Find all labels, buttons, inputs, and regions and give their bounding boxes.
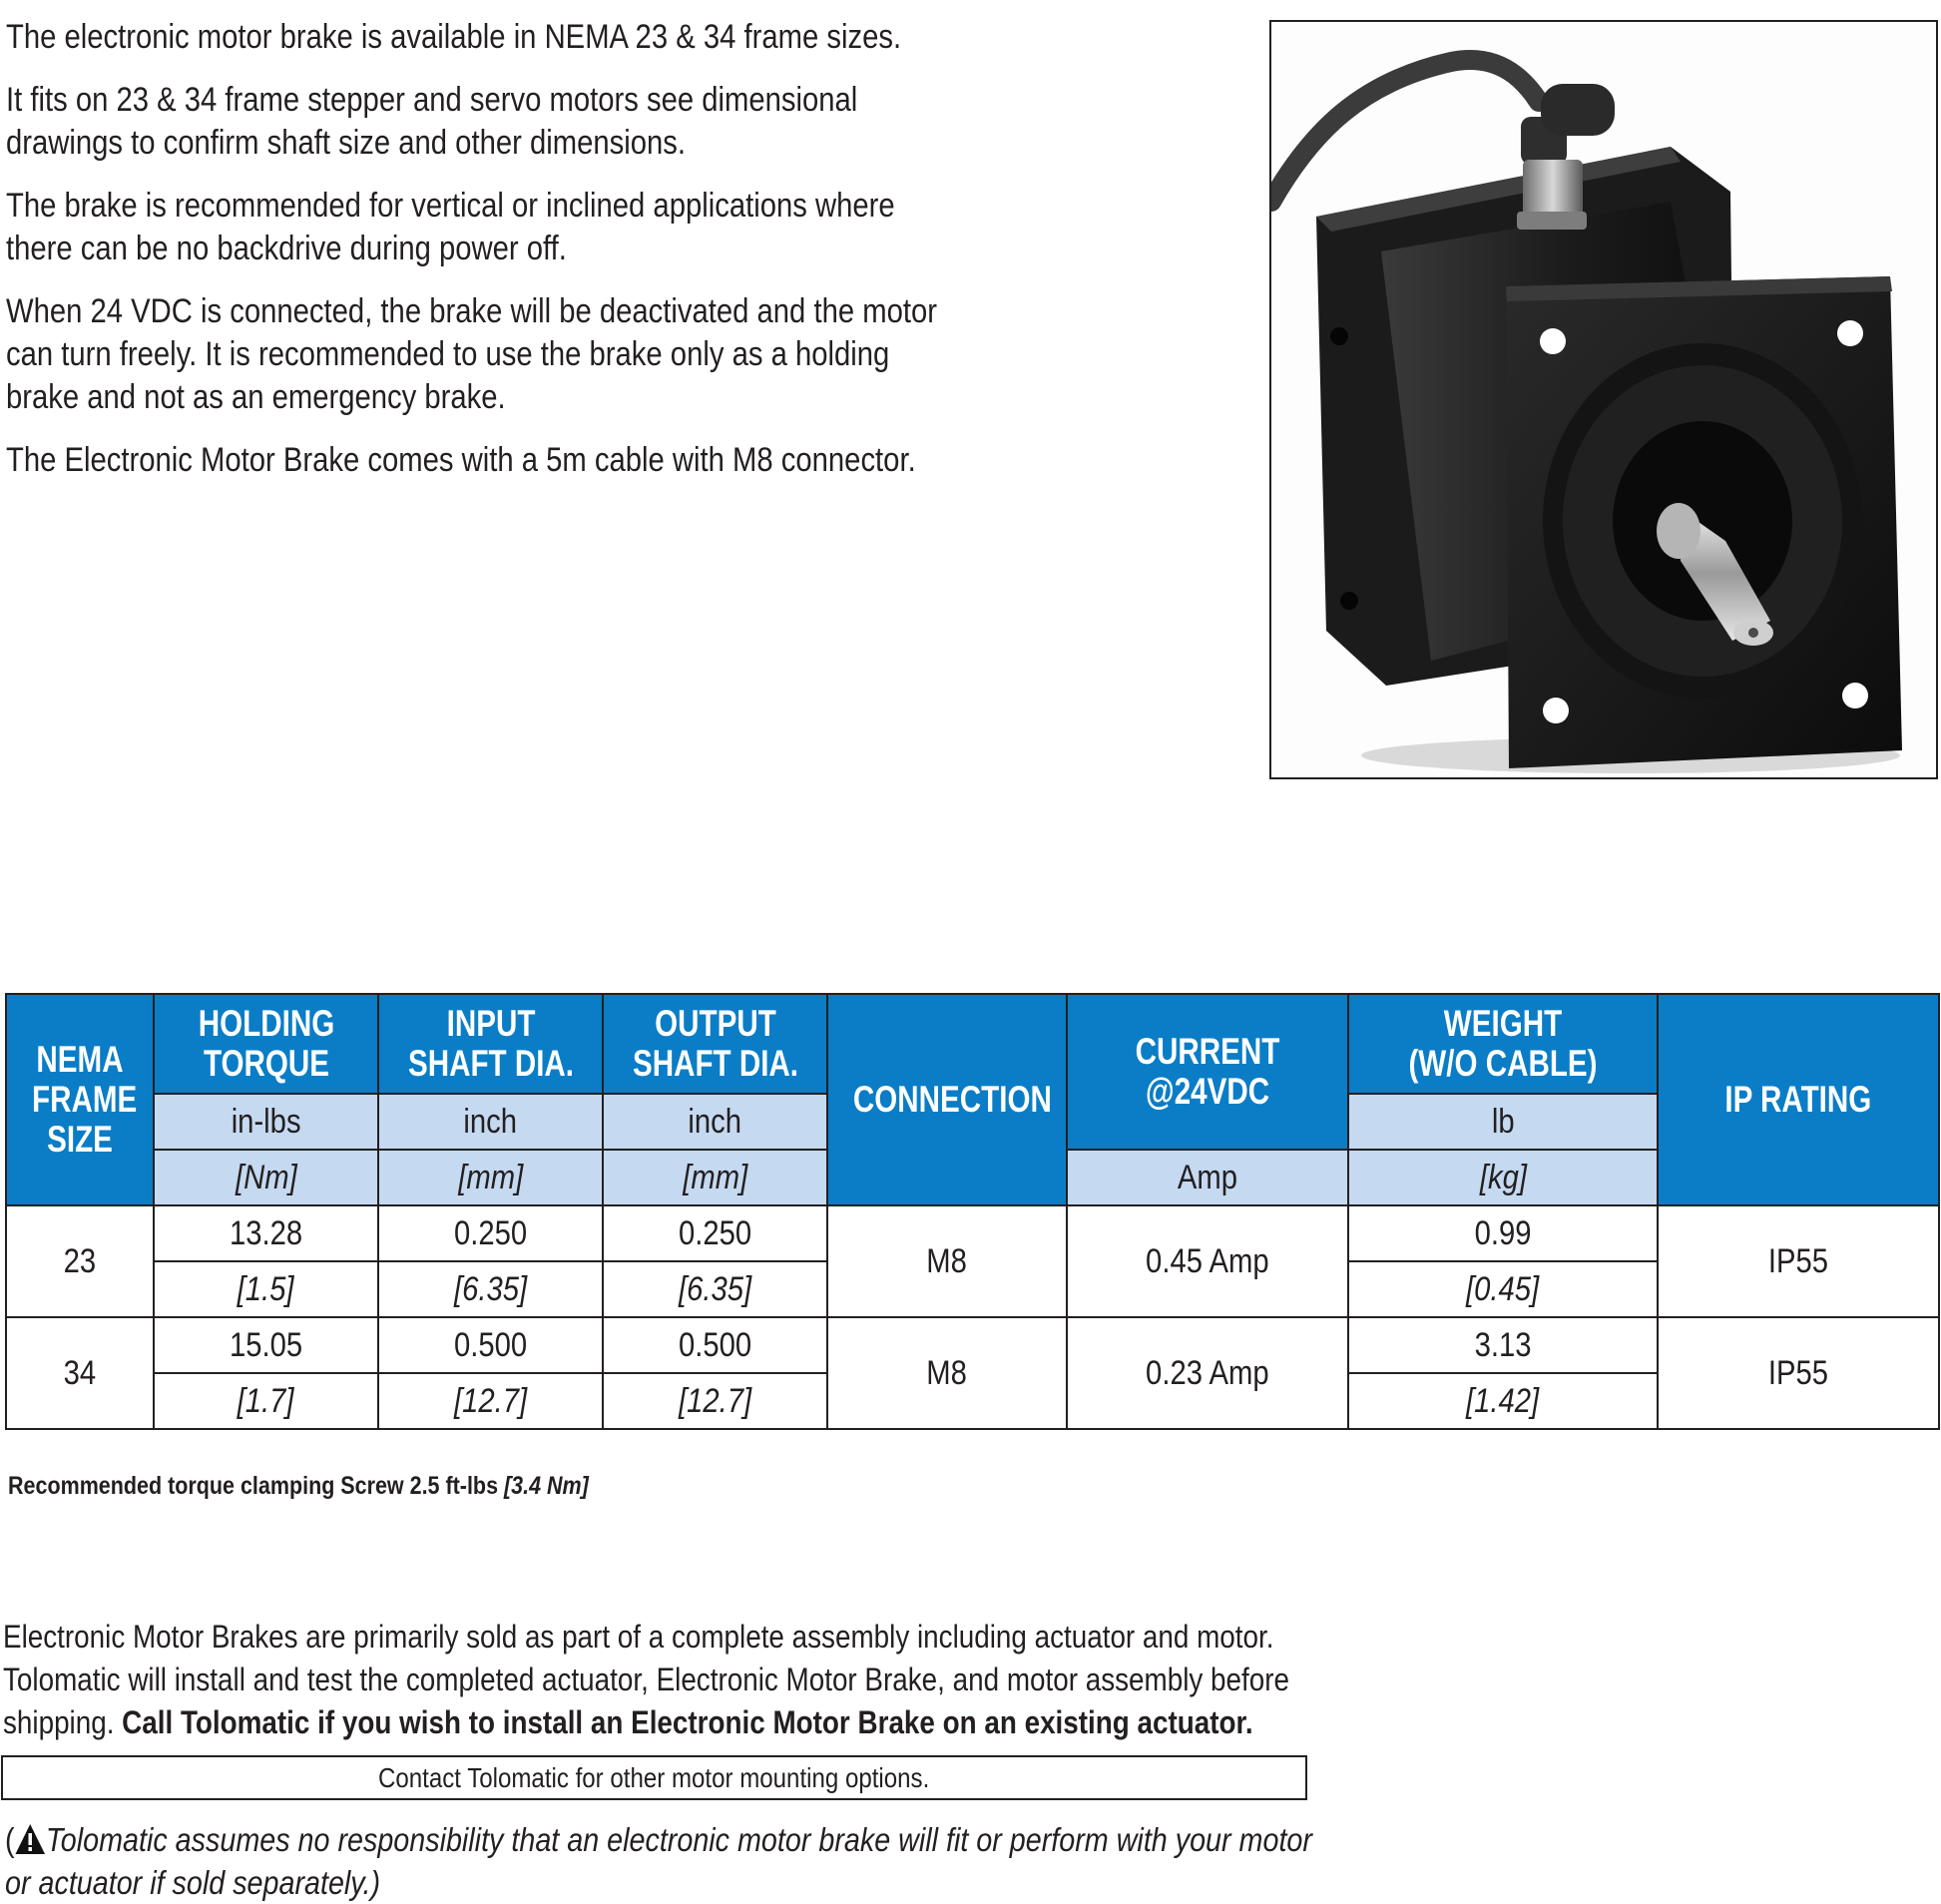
header-current: CURRENT @24VDC	[1067, 994, 1348, 1150]
disclaimer-open-paren: (	[5, 1821, 15, 1858]
cell-connection: M8	[827, 1205, 1067, 1317]
unit-input-shaft-imperial: inch	[378, 1094, 603, 1150]
cell-weight: 3.13	[1348, 1317, 1658, 1373]
cell-weight-metric: [1.42]	[1348, 1373, 1658, 1429]
cell-holding-torque-metric: [1.5]	[154, 1261, 378, 1317]
cell-nema-34: 34	[6, 1317, 154, 1429]
cell-weight: 0.99	[1348, 1205, 1658, 1261]
cell-ip-rating: IP55	[1658, 1317, 1939, 1429]
cell-ip-rating: IP55	[1658, 1205, 1939, 1317]
cell-output-shaft: 0.500	[603, 1317, 827, 1373]
cell-output-shaft-metric: [6.35]	[603, 1261, 827, 1317]
header-holding-torque: HOLDING TORQUE	[154, 994, 378, 1094]
torque-note	[8, 1472, 589, 1501]
unit-output-shaft-imperial: inch	[603, 1094, 827, 1150]
intro-text	[6, 16, 950, 502]
header-weight: WEIGHT (W/O CABLE)	[1348, 994, 1658, 1094]
table-row	[6, 1317, 1939, 1373]
header-connection: CONNECTION	[827, 994, 1067, 1205]
intro-paragraph-4: When 24 VDC is connected, the brake will be deactivated and the motor can turn freely. It is recommended to use the brake only as a holding brake and not as an emergency brake.	[6, 292, 937, 416]
cell-input-shaft-metric: [12.7]	[378, 1373, 603, 1429]
unit-holding-torque-metric: [Nm]	[154, 1150, 378, 1205]
intro-paragraph-5: The Electronic Motor Brake comes with a 5m cable with M8 connector.	[6, 441, 916, 479]
cell-holding-torque-metric: [1.7]	[154, 1373, 378, 1429]
header-input-shaft-dia: INPUT SHAFT DIA.	[378, 994, 603, 1094]
closing-paragraph	[3, 1616, 1305, 1744]
motor-brake-illustration	[1271, 22, 1936, 777]
table-row	[6, 1205, 1939, 1261]
motor-brake-photo	[1269, 20, 1938, 779]
cell-input-shaft: 0.500	[378, 1317, 603, 1373]
cell-holding-torque: 15.05	[154, 1317, 378, 1373]
cell-nema-23: 23	[6, 1205, 154, 1317]
unit-current: Amp	[1067, 1150, 1348, 1205]
unit-weight-imperial: lb	[1348, 1094, 1658, 1150]
intro-paragraph-3: The brake is recommended for vertical or inclined applications where there can be no backdrive during power off.	[6, 187, 895, 267]
cell-input-shaft: 0.250	[378, 1205, 603, 1261]
cell-weight-metric: [0.45]	[1348, 1261, 1658, 1317]
cell-connection: M8	[827, 1317, 1067, 1429]
cell-current: 0.23 Amp	[1067, 1317, 1348, 1429]
unit-weight-metric: [kg]	[1348, 1150, 1658, 1205]
cell-output-shaft: 0.250	[603, 1205, 827, 1261]
contact-box	[1, 1755, 1307, 1800]
cell-input-shaft-metric: [6.35]	[378, 1261, 603, 1317]
unit-input-shaft-metric: [mm]	[378, 1150, 603, 1205]
unit-output-shaft-metric: [mm]	[603, 1150, 827, 1205]
intro-paragraph-2: It fits on 23 & 34 frame stepper and servo motors see dimensional drawings to confirm shaft size and other dimensions.	[6, 81, 858, 162]
disclaimer-text: Tolomatic assumes no responsibility that an electronic motor brake will fit or perform with your motor or actuator if sold separately.)	[5, 1821, 1312, 1901]
header-ip-rating: IP RATING	[1658, 994, 1939, 1205]
torque-note-text: Recommended torque clamping Screw 2.5 ft-lbs	[8, 1472, 499, 1500]
header-nema-frame-size: NEMA FRAME SIZE	[6, 994, 154, 1205]
torque-note-metric: [3.4 Nm]	[504, 1472, 589, 1500]
contact-box-text: Contact Tolomatic for other motor mounting options.	[378, 1762, 930, 1793]
unit-holding-torque-imperial: in-lbs	[154, 1094, 378, 1150]
header-output-shaft-dia: OUTPUT SHAFT DIA.	[603, 994, 827, 1094]
disclaimer	[5, 1818, 1342, 1904]
specs-table	[5, 993, 1940, 1430]
cell-current: 0.45 Amp	[1067, 1205, 1348, 1317]
cell-holding-torque: 13.28	[154, 1205, 378, 1261]
closing-text: Electronic Motor Brakes are primarily sold as part of a complete assembly including actuator and motor. Tolomatic will install and test the completed actuator, Electronic Motor Brake, and motor assembly before shipping.	[3, 1619, 1289, 1740]
intro-paragraph-1: The electronic motor brake is available in NEMA 23 & 34 frame sizes.	[6, 18, 902, 56]
warning-icon	[15, 1823, 46, 1855]
cell-output-shaft-metric: [12.7]	[603, 1373, 827, 1429]
closing-bold-text: Call Tolomatic if you wish to install an Electronic Motor Brake on an existing actuator.	[122, 1704, 1253, 1740]
